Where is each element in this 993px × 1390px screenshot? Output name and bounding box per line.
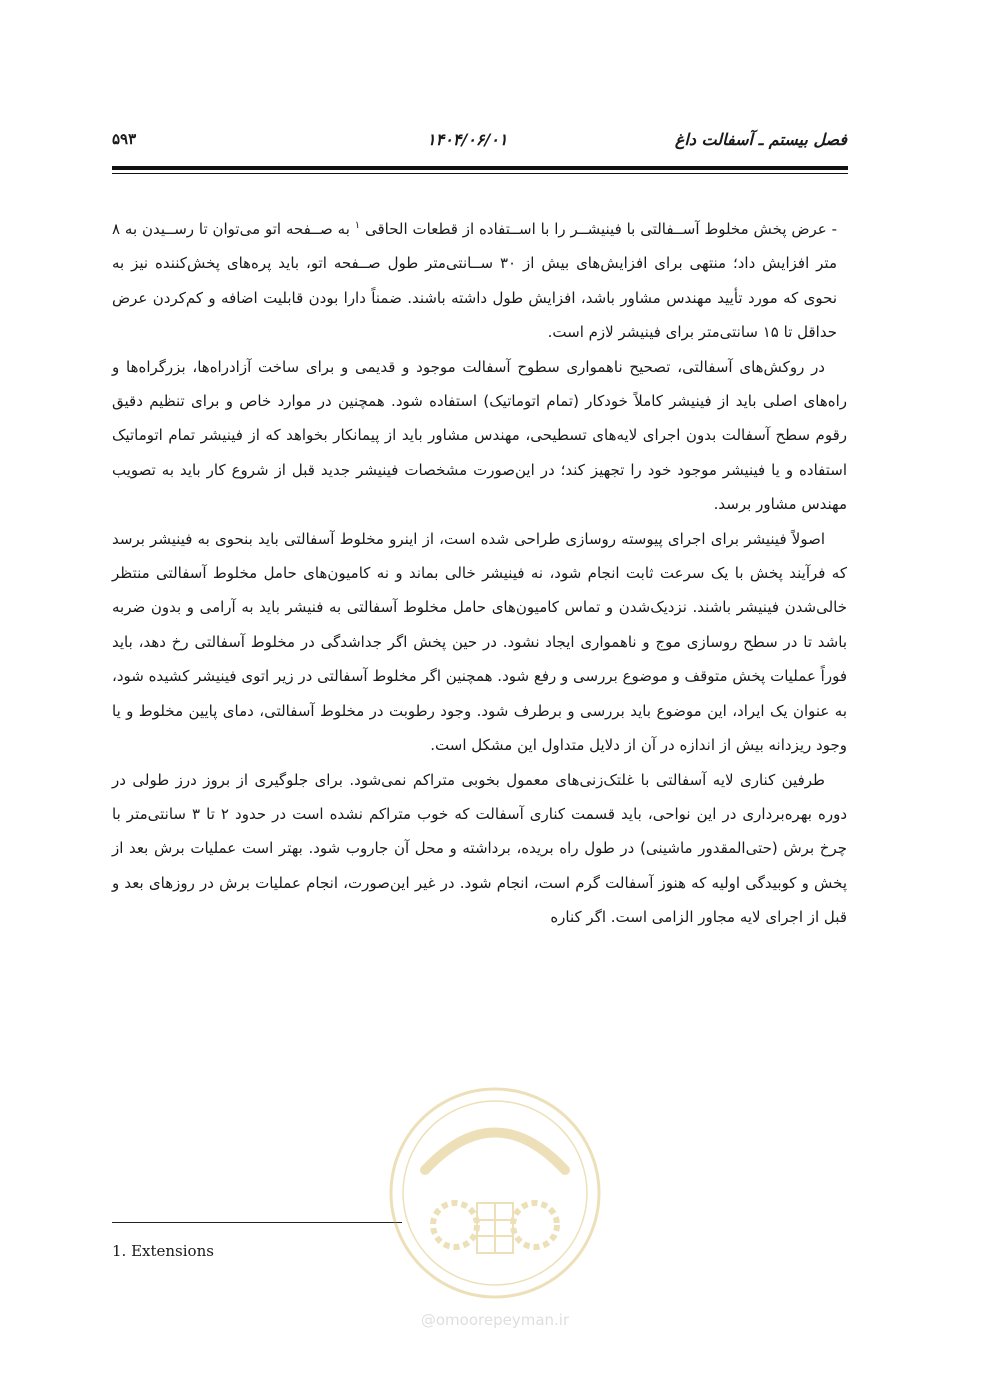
watermark-seal-icon [385, 1075, 605, 1311]
header-rule-thin [112, 173, 848, 174]
paragraph-1-start: - عرض پخش مخلوط آســفالتی با فینیشــر را با اســتفاده از قطعات الحاقی [364, 220, 837, 238]
paragraph-4: طرفین کناری لایه آسفالتی با غلتک‌زنی‌های معمول بخوبی متراکم نمی‌شود. برای جلوگیری از بروز درز طولی در دوره بهره‌برداری در این نواحی، باید قسمت کناری آسفالت که خوب متراکم نشده است در حدود ۲ تا ۳ سانتی‌متر با چرخ برش (حتی‌المقدور ماشینی) در طول راه بریده، برداشته و محل آن جاروب شود. بهتر است عملیات برش بعد از پخش و کوبیدگی اولیه که هنوز آسفالت گرم است، انجام شود. در غیر این‌صورت، انجام عملیات برش در روزهای بعد و قبل از اجرای لایه مجاور الزامی است. اگر کناره [112, 770, 847, 927]
chapter-title: فصل بیستم ـ آسفالت داغ [674, 130, 847, 149]
footnote-marker: ۱ [354, 220, 361, 231]
footnote: 1. Extensions [112, 1242, 214, 1260]
page-number: ۵۹۳ [112, 130, 137, 148]
header-date: ۱۴۰۴/۰۶/۰۱ [427, 130, 508, 149]
watermark [385, 1075, 605, 1345]
footnote-separator [112, 1222, 402, 1223]
running-header [112, 130, 847, 156]
watermark-site: @omoorepeyman.ir [420, 1311, 570, 1329]
header-rule-thick [112, 166, 848, 170]
body-text [112, 212, 847, 935]
paragraph-3: اصولاً فینیشر برای اجرای پیوسته روسازی طراحی شده است، از اینرو مخلوط آسفالتی باید بنحوی به فینیشر برسد که فرآیند پخش با یک سرعت ثابت انجام شود، نه فینیشر خالی بماند و نه کامیون‌های حامل مخلوط آسفالتی منتظر خالی‌شدن فینیشر باشند. نزدیک‌شدن و تماس کامیون‌های حامل مخلوط آسفالتی به فنیشر باید به آرامی و بدون ضربه باشد تا در سطح روسازی موج و ناهمواری ایجاد نشود. در حین پخش اگر جداشدگی در مخلوط آسفالتی رخ دهد، باید فوراً عملیات پخش متوقف و موضوع بررسی و رفع شود. همچنین اگر مخلوط آسفالتی در زیر اتوی فینیشر کشیده شود، به عنوان یک ایراد، این موضوع باید بررسی و برطرف شود. وجود رطوبت در مخلوط آسفالتی، دمای پایین مخلوط و یا وجود ریزدانه بیش از اندازه در آن از دلایل متداول این مشکل است. [112, 529, 847, 755]
paragraph-1-rest: به صــفحه اتو می‌توان تا رســیدن به ۸ متر افزایش داد؛ منتهی برای افزایش‌های بیش از ۳۰ ســانتی‌متر طول صــفحه اتو، باید پره‌های پخش‌کننده نیز به نحوی که مورد تأیید مهندس مشاور باشد، افزایش طول داشته باشند. ضمناً دارا بودن قابلیت اضافه و کم‌کردن عرض حداقل تا ۱۵ سانتی‌متر برای فینیشر لازم است. [112, 220, 837, 342]
paragraph-2: در روکش‌های آسفالتی، تصحیح ناهمواری سطوح آسفالت موجود و قدیمی و برای ساخت آزادراه‌ها، بزرگراه‌ها و راه‌های اصلی باید از فینیشر کاملاً خودکار (تمام اتوماتیک) استفاده شود. همچنین در موارد خاص و برای تنظیم دقیق رقوم سطح آسفالت بدون اجرای لایه‌های تسطیحی، مهندس مشاور باید از پیمانکار بخواهد که از فینیشر تمام اتوماتیک استفاده و یا فینیشر موجود خود را تجهیز کند؛ در این‌صورت مشخصات فینیشر جدید قبل از شروع کار باید به تصویب مهندس مشاور برسد. [112, 357, 847, 514]
paragraph-1 [112, 212, 847, 350]
